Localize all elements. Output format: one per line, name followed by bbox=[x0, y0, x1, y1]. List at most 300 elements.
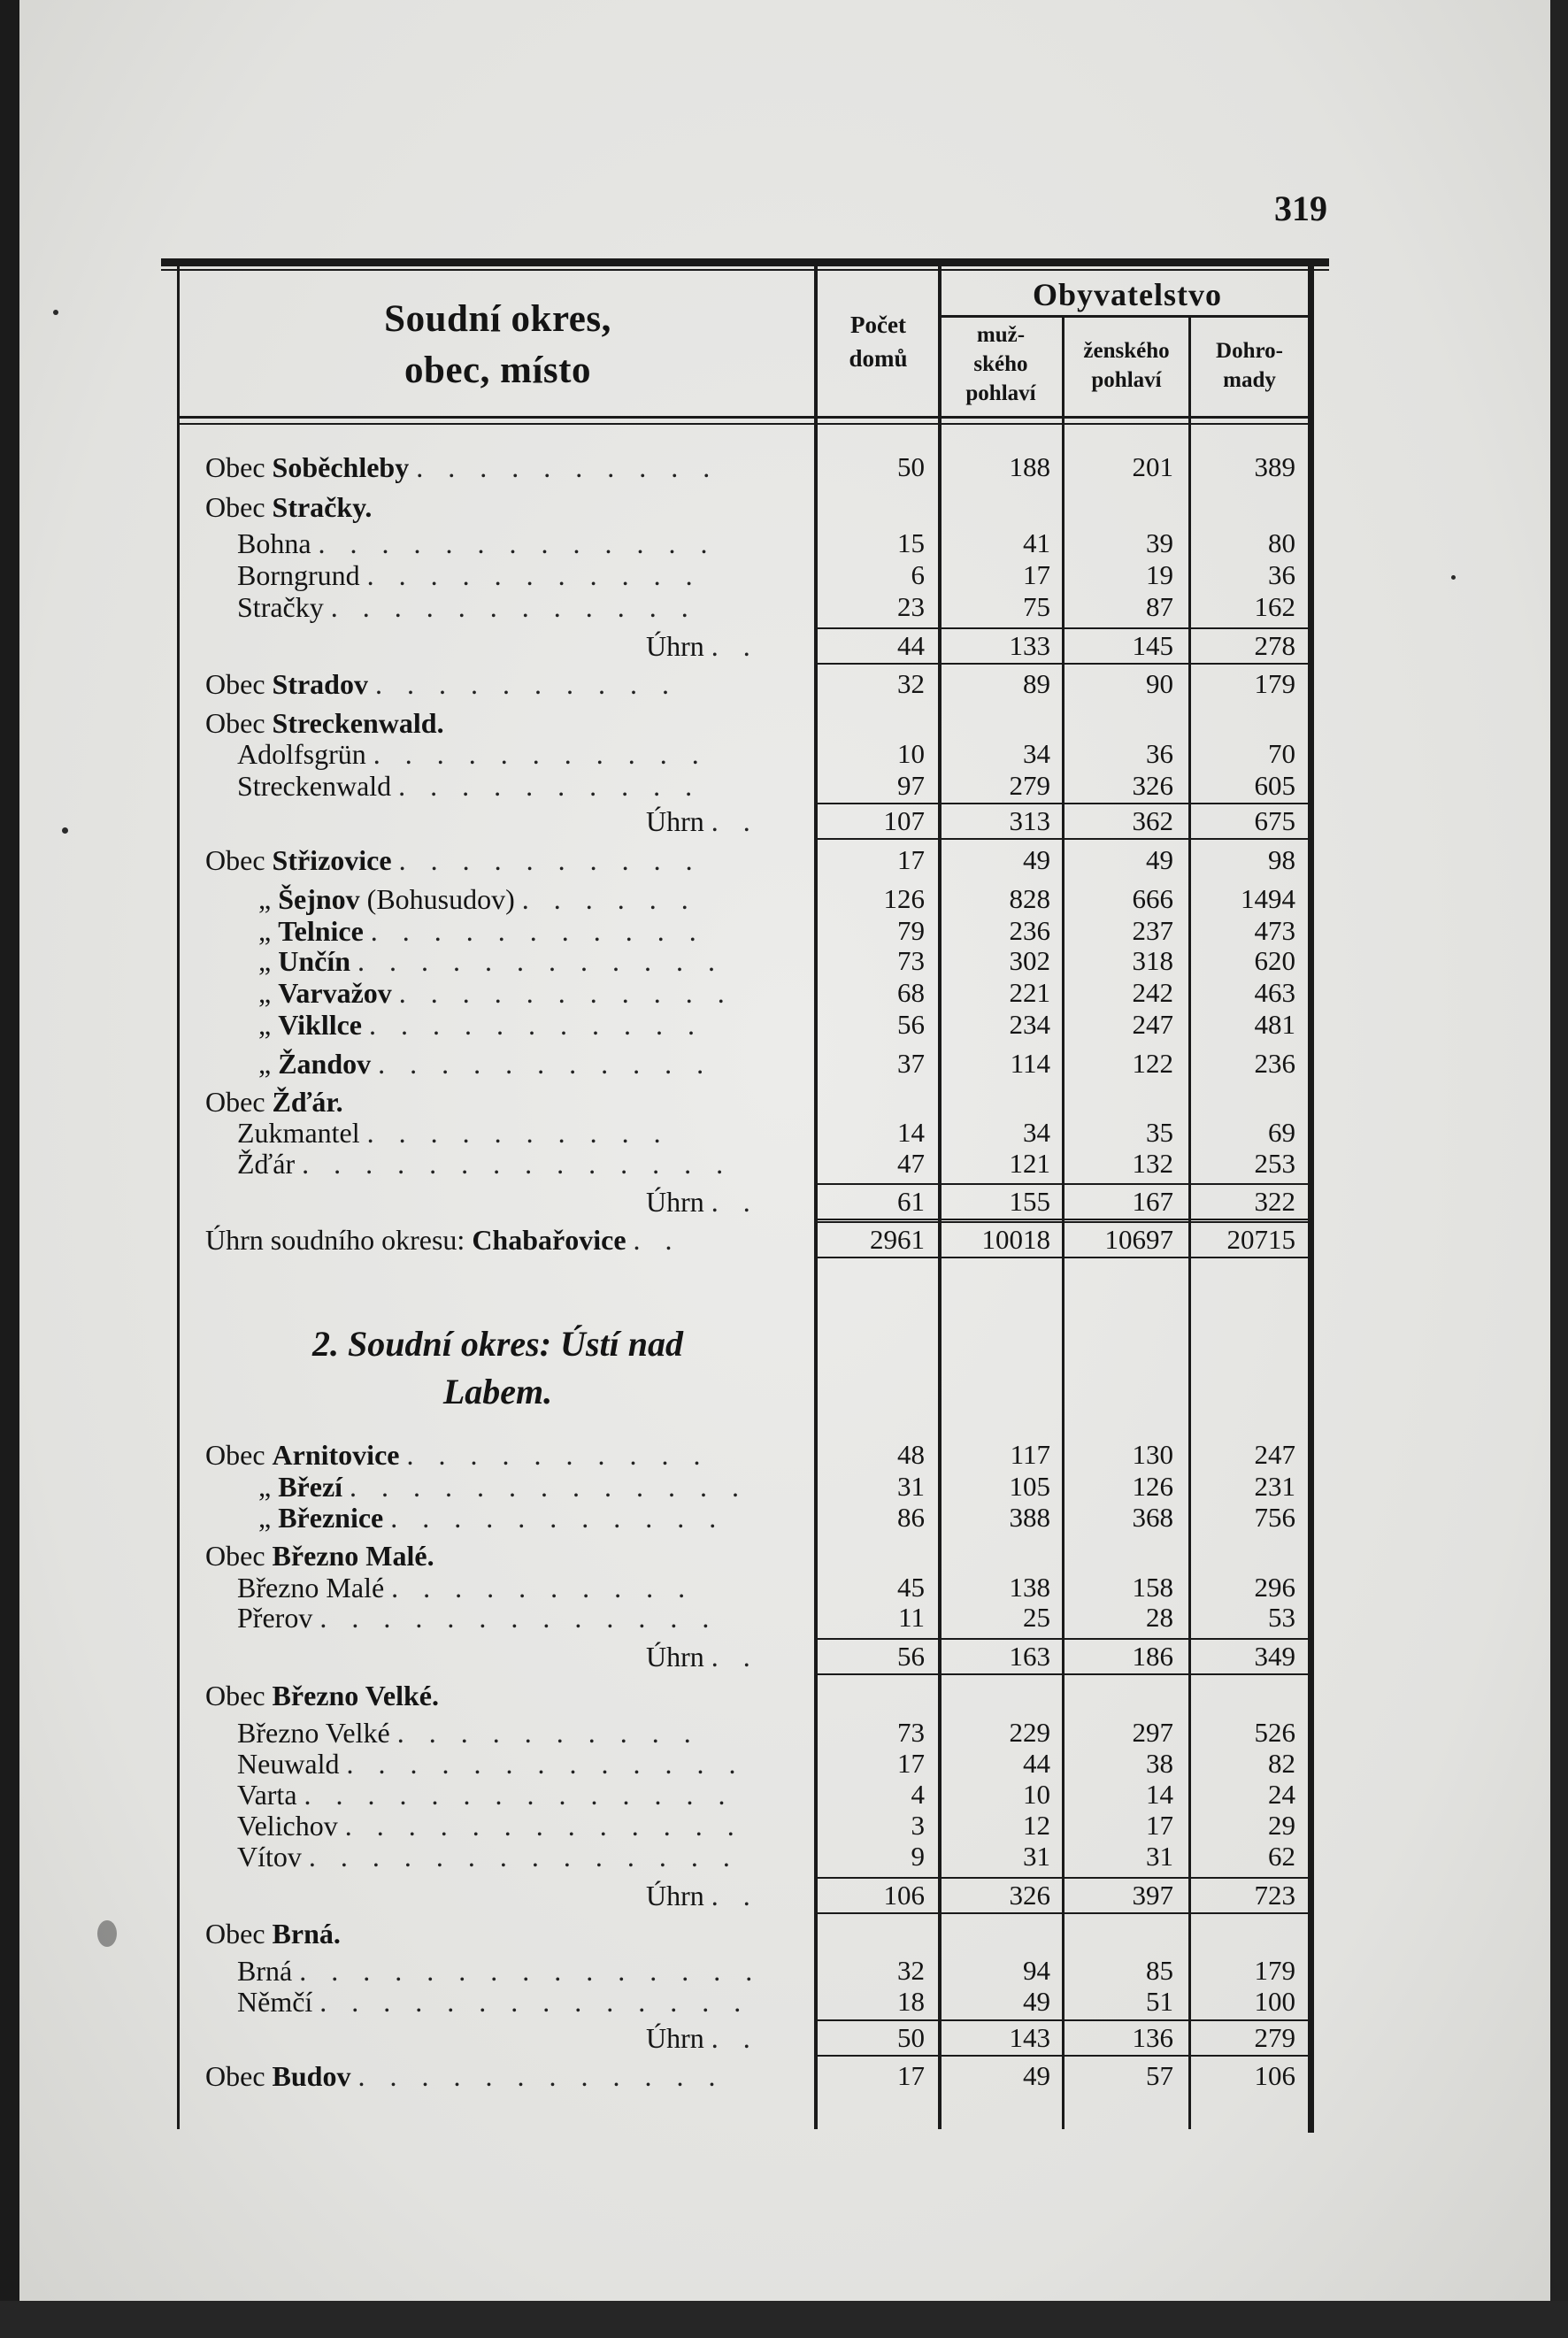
cell-total: 29 bbox=[1268, 1810, 1295, 1841]
row-label bbox=[646, 805, 759, 837]
cell-total: 82 bbox=[1268, 1748, 1295, 1779]
cell-female: 17 bbox=[1146, 1810, 1173, 1841]
table-row bbox=[0, 1471, 1568, 1503]
cell-houses: 45 bbox=[897, 1572, 925, 1603]
cell-total: 296 bbox=[1254, 1572, 1295, 1603]
row-label bbox=[237, 1986, 749, 2018]
row-label bbox=[237, 527, 717, 559]
table-row bbox=[0, 1224, 1568, 1256]
header-house-count bbox=[819, 308, 938, 375]
cell-male: 25 bbox=[1023, 1602, 1050, 1633]
row-label bbox=[237, 559, 702, 591]
row-prefix: „ bbox=[258, 1471, 279, 1503]
cell-female: 247 bbox=[1132, 1009, 1173, 1040]
cell-male: 89 bbox=[1023, 668, 1050, 699]
cell-male: 326 bbox=[1009, 1880, 1050, 1911]
header-title bbox=[181, 294, 814, 396]
leader-dots: . . . . . . . . . . . bbox=[373, 738, 708, 770]
scan-speck bbox=[62, 827, 68, 834]
header-dohro-line2: mady bbox=[1223, 368, 1276, 392]
row-label bbox=[258, 1009, 703, 1041]
row-label bbox=[205, 2060, 724, 2092]
cell-houses: 31 bbox=[897, 1471, 925, 1502]
cell-total: 62 bbox=[1268, 1841, 1295, 1872]
cell-male: 117 bbox=[1010, 1439, 1050, 1470]
row-name: Žďár bbox=[237, 1148, 296, 1180]
cell-male: 229 bbox=[1009, 1717, 1050, 1748]
cell-female: 132 bbox=[1132, 1148, 1173, 1179]
row-prefix: Obec bbox=[205, 491, 273, 523]
cell-houses: 126 bbox=[883, 883, 925, 914]
row-name: Stračky. bbox=[272, 491, 373, 523]
cell-male: 75 bbox=[1023, 591, 1050, 622]
cell-female: 38 bbox=[1146, 1748, 1173, 1779]
row-name: Březnice bbox=[278, 1502, 384, 1534]
leader-dots: . . . . . . . . . . . . . bbox=[319, 1602, 719, 1634]
row-label bbox=[258, 1471, 748, 1503]
table-row bbox=[0, 1880, 1568, 1911]
row-label bbox=[205, 1540, 434, 1572]
row-label bbox=[205, 707, 444, 739]
cell-total: 80 bbox=[1268, 527, 1295, 558]
row-name: Streckenwald bbox=[237, 770, 392, 802]
row-name: Telnice bbox=[278, 915, 364, 947]
table-row bbox=[0, 527, 1568, 559]
table-row bbox=[0, 1680, 1568, 1711]
cell-total: 179 bbox=[1254, 668, 1295, 699]
cell-houses: 37 bbox=[897, 1048, 925, 1079]
cell-male: 34 bbox=[1023, 738, 1050, 769]
cell-male: 114 bbox=[1010, 1048, 1050, 1079]
cell-female: 31 bbox=[1146, 1841, 1173, 1872]
cell-houses: 4 bbox=[911, 1779, 925, 1810]
row-prefix: „ bbox=[258, 977, 279, 1009]
table-top-rule bbox=[161, 258, 1329, 266]
table-row bbox=[0, 915, 1568, 947]
scan-speck bbox=[53, 310, 58, 315]
table-row bbox=[0, 1048, 1568, 1080]
cell-total: 279 bbox=[1254, 2022, 1295, 2053]
cell-male: 234 bbox=[1009, 1009, 1050, 1040]
cell-male: 10 bbox=[1023, 1779, 1050, 1810]
cell-total: 605 bbox=[1254, 770, 1295, 801]
cell-houses: 48 bbox=[897, 1439, 925, 1470]
cell-female: 10697 bbox=[1104, 1224, 1173, 1255]
cell-total: 24 bbox=[1268, 1779, 1295, 1810]
cell-total: 389 bbox=[1254, 451, 1295, 482]
row-label bbox=[646, 1641, 759, 1673]
cell-female: 51 bbox=[1146, 1986, 1173, 2017]
leader-dots: . . . . . . . . . . bbox=[366, 1117, 670, 1149]
cell-female: 297 bbox=[1132, 1717, 1173, 1748]
cell-houses: 17 bbox=[897, 1748, 925, 1779]
leader-dots: . . . . . . . . . . bbox=[374, 668, 678, 700]
table-row bbox=[0, 1779, 1568, 1811]
row-label bbox=[205, 1086, 343, 1118]
table-row bbox=[0, 1841, 1568, 1873]
row-name: Úhrn bbox=[646, 2022, 704, 2054]
row-name: Němčí bbox=[237, 1986, 313, 2018]
cell-total: 70 bbox=[1268, 738, 1295, 769]
cell-houses: 11 bbox=[898, 1602, 925, 1633]
cell-houses: 107 bbox=[883, 805, 925, 836]
header-muz-line3: pohlaví bbox=[965, 381, 1036, 405]
cell-total: 247 bbox=[1254, 1439, 1295, 1470]
leader-dots: . . . . . . . . . . . bbox=[366, 559, 702, 591]
sum-rule-bottom bbox=[816, 2055, 1311, 2057]
leader-dots: . . bbox=[633, 1224, 681, 1256]
row-name: Šejnov bbox=[278, 883, 360, 915]
row-name: Žandov bbox=[278, 1048, 372, 1080]
cell-houses: 50 bbox=[897, 2022, 925, 2053]
cell-total: 723 bbox=[1254, 1880, 1295, 1911]
row-label bbox=[205, 1680, 439, 1711]
cell-houses: 47 bbox=[897, 1148, 925, 1179]
row-prefix: „ bbox=[258, 1009, 279, 1041]
cell-female: 242 bbox=[1132, 977, 1173, 1008]
row-prefix: „ bbox=[258, 1048, 279, 1080]
row-prefix: Obec bbox=[205, 451, 273, 483]
row-label bbox=[646, 630, 759, 662]
cell-male: 31 bbox=[1023, 1841, 1050, 1872]
row-name-extra: (Bohusudov) bbox=[359, 883, 515, 915]
leader-dots: . . bbox=[711, 1641, 759, 1673]
row-prefix: „ bbox=[258, 915, 279, 947]
leader-dots: . . . . . . . . . . . . . bbox=[350, 1471, 749, 1503]
row-label bbox=[258, 883, 697, 915]
row-name: Streckenwald. bbox=[272, 707, 444, 739]
header-male bbox=[943, 320, 1058, 408]
cell-female: 19 bbox=[1146, 559, 1173, 590]
cell-male: 302 bbox=[1009, 945, 1050, 976]
leader-dots: . . . . . . . . . . . . bbox=[330, 591, 697, 623]
row-label bbox=[237, 1148, 732, 1180]
leader-dots: . . . . . . . . . . bbox=[398, 844, 702, 876]
table-row bbox=[0, 1186, 1568, 1218]
row-label bbox=[237, 1810, 743, 1842]
cell-male: 138 bbox=[1009, 1572, 1050, 1603]
leader-dots: . . . . . . . . . . . . bbox=[357, 945, 724, 977]
leader-dots: . . bbox=[711, 1880, 759, 1911]
cell-total: 463 bbox=[1254, 977, 1295, 1008]
cell-female: 36 bbox=[1146, 738, 1173, 769]
cell-male: 828 bbox=[1009, 883, 1050, 914]
cell-female: 237 bbox=[1132, 915, 1173, 946]
table-row bbox=[0, 1641, 1568, 1673]
cell-female: 57 bbox=[1146, 2060, 1173, 2091]
leader-dots: . . . . . . . . . . bbox=[396, 1717, 700, 1749]
sum-rule-bottom bbox=[816, 1673, 1311, 1675]
cell-houses: 56 bbox=[897, 1641, 925, 1672]
row-label bbox=[646, 1186, 759, 1218]
header-population: Obyvatelstvo bbox=[1033, 277, 1222, 312]
row-prefix: Obec bbox=[205, 1918, 273, 1950]
cell-total: 53 bbox=[1268, 1602, 1295, 1633]
table-row bbox=[0, 945, 1568, 977]
row-label bbox=[258, 1048, 712, 1080]
table-top-rule-thin bbox=[161, 269, 1329, 271]
cell-male: 17 bbox=[1023, 559, 1050, 590]
table-row bbox=[0, 883, 1568, 915]
cell-female: 186 bbox=[1132, 1641, 1173, 1672]
cell-houses: 17 bbox=[897, 844, 925, 875]
row-label bbox=[237, 1117, 670, 1149]
cell-male: 49 bbox=[1023, 2060, 1050, 2091]
sum-rule-bottom bbox=[816, 1219, 1311, 1220]
table-row bbox=[0, 770, 1568, 802]
cell-houses: 97 bbox=[897, 770, 925, 801]
leader-dots: . . . . . . . . . . . . . . bbox=[308, 1841, 739, 1873]
row-name: Březno Malé bbox=[237, 1572, 385, 1604]
leader-dots: . . . . . . . . . . . bbox=[390, 1502, 726, 1534]
cell-female: 362 bbox=[1132, 805, 1173, 836]
row-name: Střizovice bbox=[272, 844, 392, 876]
row-name: Bohna bbox=[237, 527, 311, 559]
row-label bbox=[237, 1717, 700, 1749]
section-title-line1: 2. Soudní okres: Ústí nad bbox=[312, 1324, 683, 1364]
cell-houses: 23 bbox=[897, 591, 925, 622]
cell-male: 279 bbox=[1009, 770, 1050, 801]
row-name: Úhrn bbox=[646, 1641, 704, 1673]
row-name: Vikllce bbox=[278, 1009, 362, 1041]
row-name: Přerov bbox=[237, 1602, 313, 1634]
row-prefix: Obec bbox=[205, 1540, 273, 1572]
row-label bbox=[237, 591, 697, 623]
cell-female: 326 bbox=[1132, 770, 1173, 801]
table-row bbox=[0, 451, 1568, 483]
row-name: Stračky bbox=[237, 591, 324, 623]
cell-houses: 14 bbox=[897, 1117, 925, 1148]
table-row bbox=[0, 1986, 1568, 2018]
leader-dots: . . bbox=[711, 630, 759, 662]
cell-total: 106 bbox=[1254, 2060, 1295, 2091]
header-zen-line1: ženského bbox=[1083, 339, 1170, 363]
section-title-line2: Labem. bbox=[442, 1372, 553, 1411]
row-label bbox=[205, 491, 372, 523]
table-row bbox=[0, 1572, 1568, 1604]
row-label bbox=[237, 1572, 694, 1604]
row-name: Velichov bbox=[237, 1810, 338, 1842]
cell-female: 39 bbox=[1146, 527, 1173, 558]
cell-female: 167 bbox=[1132, 1186, 1173, 1217]
cell-houses: 15 bbox=[897, 527, 925, 558]
cell-total: 253 bbox=[1254, 1148, 1295, 1179]
row-label bbox=[205, 1224, 681, 1256]
cell-male: 12 bbox=[1023, 1810, 1050, 1841]
sum-rule bbox=[816, 803, 1311, 804]
cell-houses: 50 bbox=[897, 451, 925, 482]
cell-total: 675 bbox=[1254, 805, 1295, 836]
cell-female: 49 bbox=[1146, 844, 1173, 875]
cell-total: 481 bbox=[1254, 1009, 1295, 1040]
sum-rule bbox=[816, 2019, 1311, 2021]
cell-houses: 17 bbox=[897, 2060, 925, 2091]
cell-total: 69 bbox=[1268, 1117, 1295, 1148]
sum-rule-bottom bbox=[816, 1912, 1311, 1914]
row-label bbox=[646, 2022, 759, 2054]
header-pocet-line1: Počet bbox=[850, 311, 906, 338]
cell-male: 313 bbox=[1009, 805, 1050, 836]
header-dohro-line1: Dohro- bbox=[1216, 339, 1283, 363]
cell-total: 620 bbox=[1254, 945, 1295, 976]
cell-houses: 18 bbox=[897, 1986, 925, 2017]
cell-total: 162 bbox=[1254, 591, 1295, 622]
cell-male: 221 bbox=[1009, 977, 1050, 1008]
table-row bbox=[0, 844, 1568, 876]
table-row bbox=[0, 1918, 1568, 1950]
cell-male: 133 bbox=[1009, 630, 1050, 661]
obyvatelstvo-underline bbox=[940, 315, 1311, 318]
table-row bbox=[0, 1439, 1568, 1471]
cell-female: 130 bbox=[1132, 1439, 1173, 1470]
header-bottom-rule bbox=[177, 416, 1311, 419]
table-row bbox=[0, 1810, 1568, 1842]
row-name: Úhrn bbox=[646, 1880, 704, 1911]
cell-male: 236 bbox=[1009, 915, 1050, 946]
cell-male: 10018 bbox=[981, 1224, 1050, 1255]
header-total bbox=[1192, 336, 1307, 395]
cell-male: 49 bbox=[1023, 1986, 1050, 2017]
row-prefix: Obec bbox=[205, 668, 273, 700]
cell-houses: 61 bbox=[897, 1186, 925, 1217]
cell-houses: 32 bbox=[897, 668, 925, 699]
cell-male: 163 bbox=[1009, 1641, 1050, 1672]
row-name: Žďár. bbox=[272, 1086, 343, 1118]
row-label bbox=[205, 668, 678, 700]
table-row bbox=[0, 668, 1568, 700]
cell-houses: 56 bbox=[897, 1009, 925, 1040]
row-prefix: „ bbox=[258, 945, 279, 977]
leader-dots: . . . . . . . . . . . . . . bbox=[304, 1779, 734, 1811]
leader-dots: . . . . . . . . . . . . . . bbox=[319, 1986, 750, 2018]
leader-dots: . . . . . . . . . . . . . . . bbox=[299, 1955, 762, 1987]
cell-female: 318 bbox=[1132, 945, 1173, 976]
cell-female: 136 bbox=[1132, 2022, 1173, 2053]
cell-male: 388 bbox=[1009, 1502, 1050, 1533]
header-title-line2: obec, místo bbox=[404, 350, 591, 391]
cell-female: 397 bbox=[1132, 1880, 1173, 1911]
scan-speck bbox=[97, 1920, 117, 1947]
cell-total: 473 bbox=[1254, 915, 1295, 946]
leader-dots: . . . . . . . . . . bbox=[416, 451, 719, 483]
table-row bbox=[0, 2060, 1568, 2092]
header-zen-line2: pohlaví bbox=[1091, 368, 1162, 392]
cell-female: 87 bbox=[1146, 591, 1173, 622]
row-name: Neuwald bbox=[237, 1748, 340, 1780]
table-row bbox=[0, 491, 1568, 523]
cell-houses: 44 bbox=[897, 630, 925, 661]
row-label bbox=[237, 738, 708, 770]
cell-houses: 106 bbox=[883, 1880, 925, 1911]
cell-male: 188 bbox=[1009, 451, 1050, 482]
cell-male: 44 bbox=[1023, 1748, 1050, 1779]
row-name: Brná. bbox=[272, 1918, 341, 1950]
scan-speck bbox=[1451, 575, 1456, 580]
cell-female: 85 bbox=[1146, 1955, 1173, 1986]
table-row bbox=[0, 977, 1568, 1009]
row-name: Chabařovice bbox=[472, 1224, 626, 1256]
row-label bbox=[237, 1602, 718, 1634]
cell-total: 100 bbox=[1254, 1986, 1295, 2017]
row-name: Březno Velké bbox=[237, 1717, 390, 1749]
leader-dots: . . . . . . . . . . bbox=[398, 770, 702, 802]
cell-houses: 2961 bbox=[870, 1224, 925, 1255]
cell-female: 201 bbox=[1132, 451, 1173, 482]
row-name: Varvažov bbox=[278, 977, 392, 1009]
row-label bbox=[258, 1502, 725, 1534]
cell-total: 526 bbox=[1254, 1717, 1295, 1748]
row-label bbox=[258, 915, 705, 947]
cell-female: 158 bbox=[1132, 1572, 1173, 1603]
sum-rule bbox=[816, 1183, 1311, 1185]
cell-total: 36 bbox=[1268, 559, 1295, 590]
sum-rule-bottom bbox=[816, 663, 1311, 665]
cell-male: 34 bbox=[1023, 1117, 1050, 1148]
leader-dots: . . . . . . . . . . . bbox=[398, 977, 734, 1009]
cell-male: 121 bbox=[1009, 1148, 1050, 1179]
cell-houses: 9 bbox=[911, 1841, 925, 1872]
header-bottom-rule-thin bbox=[177, 423, 1311, 425]
row-label bbox=[205, 1918, 341, 1950]
cell-total: 236 bbox=[1254, 1048, 1295, 1079]
header-muz-line1: muž- bbox=[976, 323, 1026, 347]
row-prefix: Obec bbox=[205, 844, 273, 876]
row-label bbox=[237, 1748, 745, 1780]
row-name: Březno Malé. bbox=[272, 1540, 434, 1572]
row-name: Vítov bbox=[237, 1841, 302, 1873]
cell-male: 105 bbox=[1009, 1471, 1050, 1502]
row-prefix: „ bbox=[258, 1502, 279, 1534]
cell-total: 278 bbox=[1254, 630, 1295, 661]
row-name: Varta bbox=[237, 1779, 297, 1811]
row-label bbox=[646, 1880, 759, 1911]
table-row bbox=[0, 805, 1568, 837]
leader-dots: . . . . . . . . . . . . . bbox=[318, 527, 717, 559]
row-prefix: Obec bbox=[205, 1086, 273, 1118]
row-prefix: Úhrn soudního okresu: bbox=[205, 1224, 473, 1256]
table-row bbox=[0, 707, 1568, 739]
row-name: Budov bbox=[272, 2060, 351, 2092]
cell-houses: 68 bbox=[897, 977, 925, 1008]
header-female bbox=[1065, 336, 1188, 395]
leader-dots: . . . . . . bbox=[521, 883, 697, 915]
row-name: Brná bbox=[237, 1955, 293, 1987]
cell-female: 145 bbox=[1132, 630, 1173, 661]
sum-rule bbox=[816, 627, 1311, 629]
leader-dots: . . . . . . . . . . . . . . bbox=[302, 1148, 733, 1180]
header-pocet-line2: domů bbox=[849, 345, 908, 372]
cell-female: 122 bbox=[1132, 1048, 1173, 1079]
row-name: Zukmantel bbox=[237, 1117, 360, 1149]
leader-dots: . . . . . . . . . . . . . bbox=[346, 1748, 745, 1780]
cell-total: 231 bbox=[1254, 1471, 1295, 1502]
scan-edge-bottom bbox=[0, 2301, 1568, 2338]
table-row bbox=[0, 1748, 1568, 1780]
cell-houses: 79 bbox=[897, 915, 925, 946]
cell-female: 368 bbox=[1132, 1502, 1173, 1533]
row-label bbox=[205, 1439, 709, 1471]
leader-dots: . . . . . . . . . . . . bbox=[357, 2060, 725, 2092]
row-prefix: Obec bbox=[205, 707, 273, 739]
table-row bbox=[0, 630, 1568, 662]
cell-houses: 10 bbox=[897, 738, 925, 769]
row-name: Úhrn bbox=[646, 630, 704, 662]
row-name: Úhrn bbox=[646, 805, 704, 837]
leader-dots: . . . . . . . . . . . . . bbox=[344, 1810, 743, 1842]
cell-female: 90 bbox=[1146, 668, 1173, 699]
cell-houses: 73 bbox=[897, 1717, 925, 1748]
table-row bbox=[0, 1602, 1568, 1634]
